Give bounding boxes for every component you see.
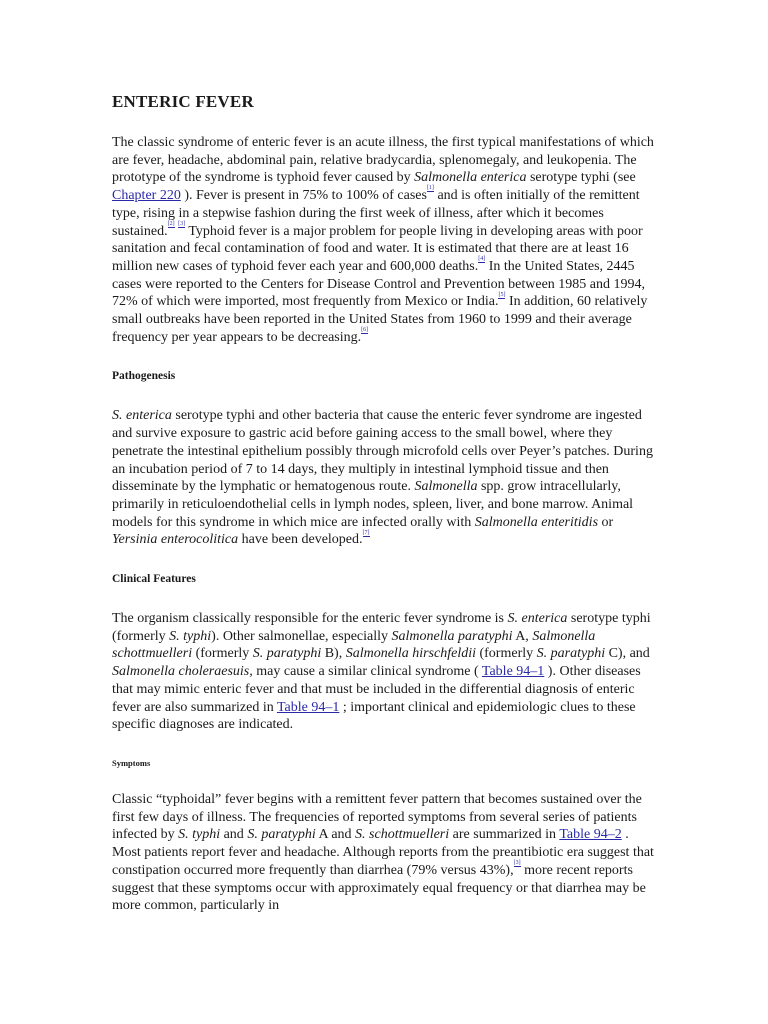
- reference-5-link[interactable]: [5]: [498, 291, 506, 298]
- clinical-features-paragraph: The organism classically responsible for the enteric fever syndrome is S. enterica serotype typhi (formerly S. typhi). Other salmonellae, especially Salmonella paratyphi A, Salmonella schottmuelleri (formerly S. paratyphi B), Salmonella hirschfeldii (formerly S. paratyphi C), and Salmonella choleraesuis, may cause a similar clinical syndrome ( Table 94–1 ). Other diseases that may mimic enteric fever and that must be included in the differential diagnosis of enteric fever are also summarized in Table 94–1 ; important clinical and epidemiologic clues to these specific diagnoses are indicated.: [112, 611, 651, 733]
- page-title: ENTERIC FEVER: [112, 92, 254, 111]
- chapter-220-link[interactable]: Chapter 220: [112, 188, 181, 204]
- reference-1-link[interactable]: [1]: [426, 185, 434, 192]
- reference-7-link[interactable]: [7]: [362, 529, 370, 536]
- reference-4-link[interactable]: [4]: [478, 256, 486, 263]
- reference-2-link[interactable]: [2]: [167, 220, 175, 227]
- document-page: [112, 92, 657, 915]
- reference-6-link[interactable]: [6]: [361, 327, 369, 334]
- reference-3-link[interactable]: [3]: [178, 220, 186, 227]
- symptoms-paragraph: Classic “typhoidal” fever begins with a remittent fever pattern that becomes sustained over the first few days of illness. The frequencies of reported symptoms from several series of patients infected by S. typhi and S. paratyphi A and S. schottmuelleri are summarized in Table 94–2 . Most patients report fever and headache. Although reports from the preantibiotic era suggest that constipation occurred more frequently than diarrhea (79% versus 43%),[3] more recent reports suggest that these symptoms occur with approximately equal frequency or that diarrhea may be more common, particularly in: [112, 791, 654, 914]
- intro-paragraph: The classic syndrome of enteric fever is an acute illness, the first typical manifestations of which are fever, headache, abdominal pain, relative bradycardia, splenomegaly, and leukopenia. The prototype of the syndrome is typhoid fever caused by Salmonella enterica serotype typhi (see Chapter 220 ). Fever is present in 75% to 100% of cases[1] and is often initially of the remittent type, rising in a stepwise fashion during the first week of illness, after which it becomes sustained.[2] [3] Typhoid fever is a major problem for people living in developing areas with poor sanitation and fecal contamination of food and water. It is estimated that there are at least 16 million new cases of typhoid fever each year and 600,000 deaths.[4] In the United States, 2445 cases were reported to the Centers for Disease Control and Prevention between 1985 and 1994, 72% of which were imported, most frequently from Mexico or India.[5] In addition, 60 relatively small outbreaks have been reported in the United States from 1960 to 1999 and their average frequency per year appears to be decreasing.[6]: [112, 135, 654, 345]
- pathogenesis-paragraph: S. enterica serotype typhi and other bacteria that cause the enteric fever syndrome are ingested and survive exposure to gastric acid before gaining access to the small bowel, where they penetrate the intestinal epithelium possibly through microfold cells over Peyer’s patches. During an incubation period of 7 to 14 days, they multiply in intestinal lymphoid tissue and then disseminate by the lymphatic or hematogenous route. Salmonella spp. grow intracellularly, primarily in reticuloendothelial cells in lymph nodes, spleen, liver, and bone marrow. Animal models for this syndrome in which mice are infected orally with Salmonella enteritidis or Yersinia enterocolitica have been developed.[7]: [112, 408, 653, 548]
- table-94-1-link[interactable]: Table 94–1: [481, 664, 545, 680]
- clinical-features-heading: Clinical Features: [112, 573, 196, 586]
- table-94-2-link[interactable]: Table 94–2: [559, 827, 622, 843]
- reference-3-link-symptoms[interactable]: [3]: [513, 860, 521, 867]
- symptoms-heading: Symptoms: [112, 757, 151, 768]
- table-94-1-link-second[interactable]: Table 94–1: [276, 699, 340, 715]
- pathogenesis-heading: Pathogenesis: [112, 370, 176, 383]
